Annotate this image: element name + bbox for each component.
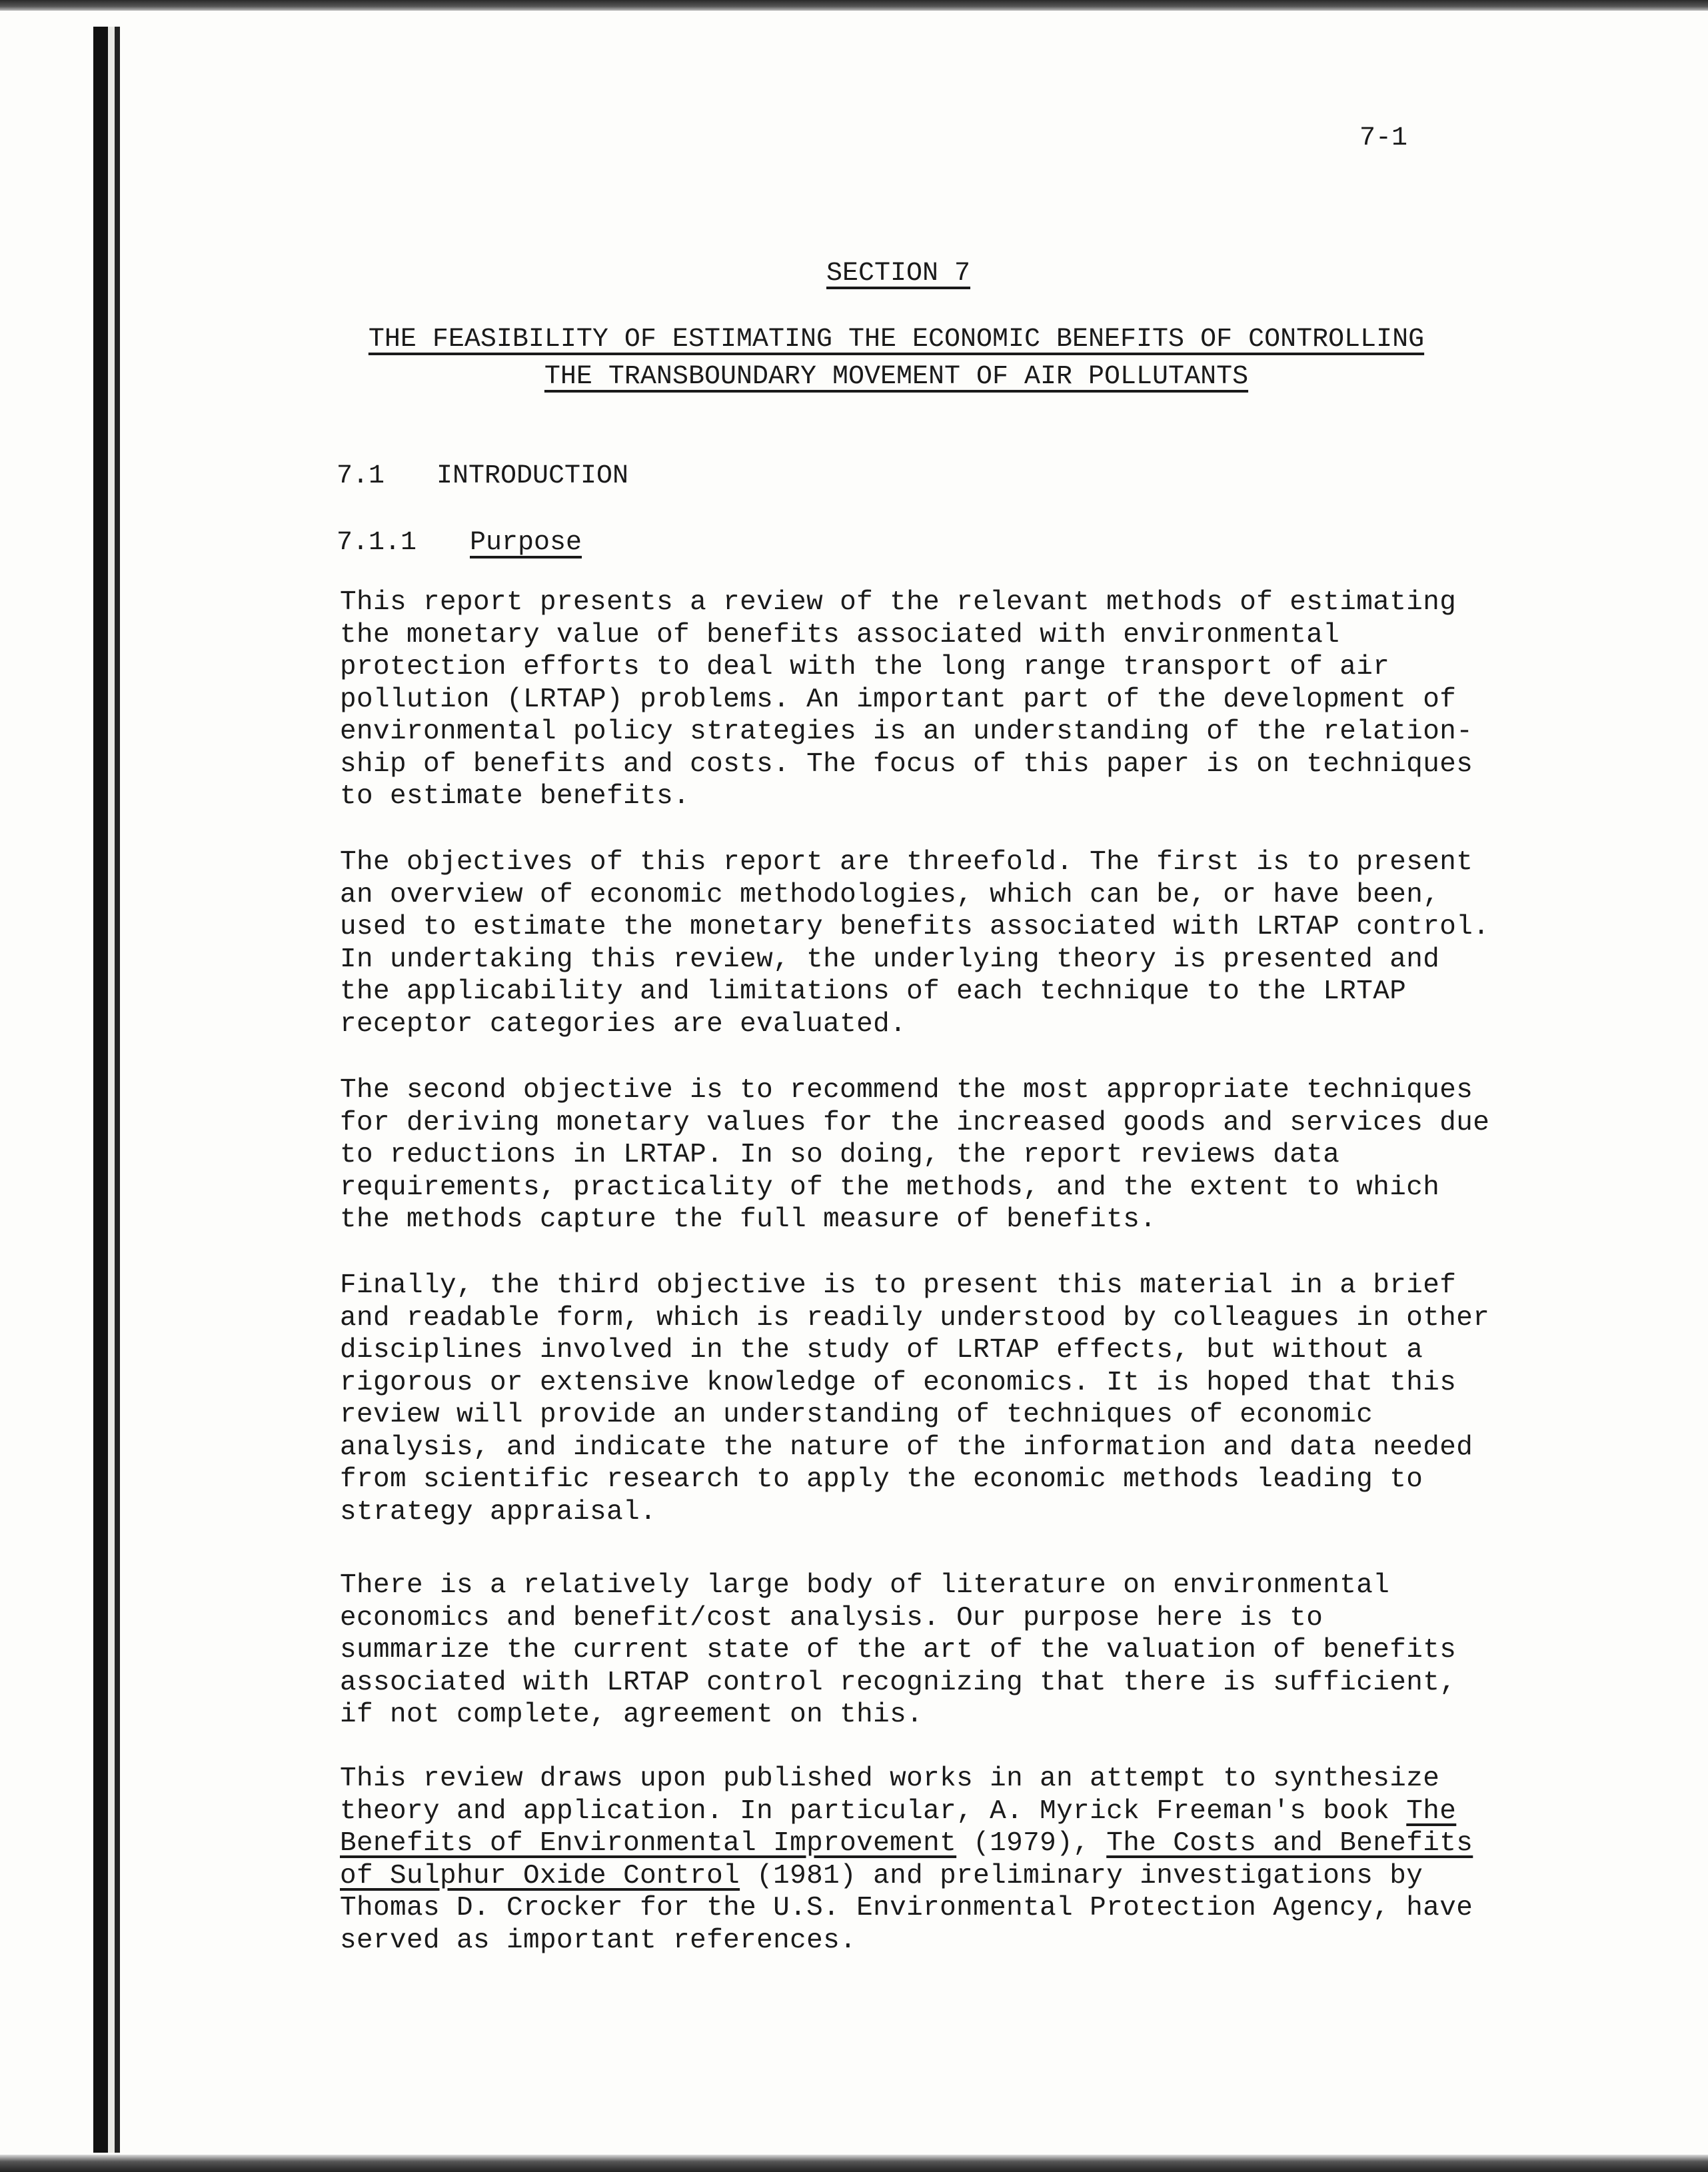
heading-purpose [337, 528, 582, 558]
title-line-1: THE FEASIBILITY OF ESTIMATING THE ECONOMIC BENEFITS OF CONTROLLING [368, 325, 1425, 355]
paragraph-6-text-a: This review draws upon published works in an attempt to synthesize theory and application. In particular, A. Myrick Freeman's book [340, 1763, 1440, 1827]
document-title [347, 321, 1446, 396]
subheading-number: 7.1.1 [337, 528, 417, 558]
heading-number: 7.1 [337, 461, 385, 491]
paragraph-4: Finally, the third objective is to present this material in a brief and readable form, which is readily understood by colleagues in other disciplines involved in the study of LRTAP effects, but without a rigorous or extensive knowledge of economics. It is hoped that this review will provide an understanding of techniques of economic analysis, and indicate the nature of the information and data needed from scientific research to apply the economic methods leading to strategy appraisal. [340, 1270, 1490, 1528]
reference-freeman-book: The Benefits of Environmental Improvement [340, 1795, 1457, 1859]
paragraph-6-text-b: (1979), [956, 1828, 1107, 1859]
paragraph-3: The second objective is to recommend the most appropriate techniques for deriving monetary values for the increased goods and services due to reductions in LRTAP. In so doing, the report reviews data requirements, practicality of the methods, and the extent to which the methods capture the full measure of benefits. [340, 1075, 1490, 1235]
binding-gap [108, 27, 115, 2153]
paragraph-6 [340, 1763, 1499, 1957]
scan-top-edge [0, 0, 1708, 11]
reference-sulphur-oxide: The Costs and Benefits of Sulphur Oxide Control [340, 1828, 1473, 1891]
heading-introduction [337, 461, 628, 491]
subheading-label: Purpose [470, 528, 582, 558]
scan-bottom-edge [0, 2155, 1708, 2172]
paragraph-2: The objectives of this report are threefold. The first is to present an overview of economic methodologies, which can be, or have been, used to estimate the monetary benefits associated with LRTAP control. In undertaking this review, the underlying theory is presented and the applicability and limitations of each technique to the LRTAP receptor categories are evaluated. [340, 847, 1490, 1040]
paragraph-6-text-c: (1981) and preliminary investigations by Thomas D. Crocker for the U.S. Environmental Protection Agency, have served as important references. [340, 1860, 1473, 1956]
section-label: SECTION 7 [826, 259, 971, 289]
page-number: 7-1 [1359, 123, 1408, 153]
heading-label: INTRODUCTION [436, 461, 629, 491]
paragraph-1: This report presents a review of the relevant methods of estimating the monetary value of benefits associated with environmental protection efforts to deal with the long range transport of air pollution (LRTAP) problems. An important part of the development of environmental policy strategies is an understanding of the relation- ship of benefits and costs. The focus of this paper is on techniques to estimate benefits. [340, 587, 1473, 812]
binding-inner-line [115, 27, 120, 2153]
binding-spine [93, 27, 108, 2153]
paragraph-5: There is a relatively large body of literature on environmental economics and benefit/cost analysis. Our purpose here is to summarize the current state of the art of the valuation of benefits associated with LRTAP control recognizing that there is sufficient, if not complete, agreement on this. [340, 1570, 1457, 1730]
title-line-2: THE TRANSBOUNDARY MOVEMENT OF AIR POLLUTANTS [544, 362, 1249, 392]
